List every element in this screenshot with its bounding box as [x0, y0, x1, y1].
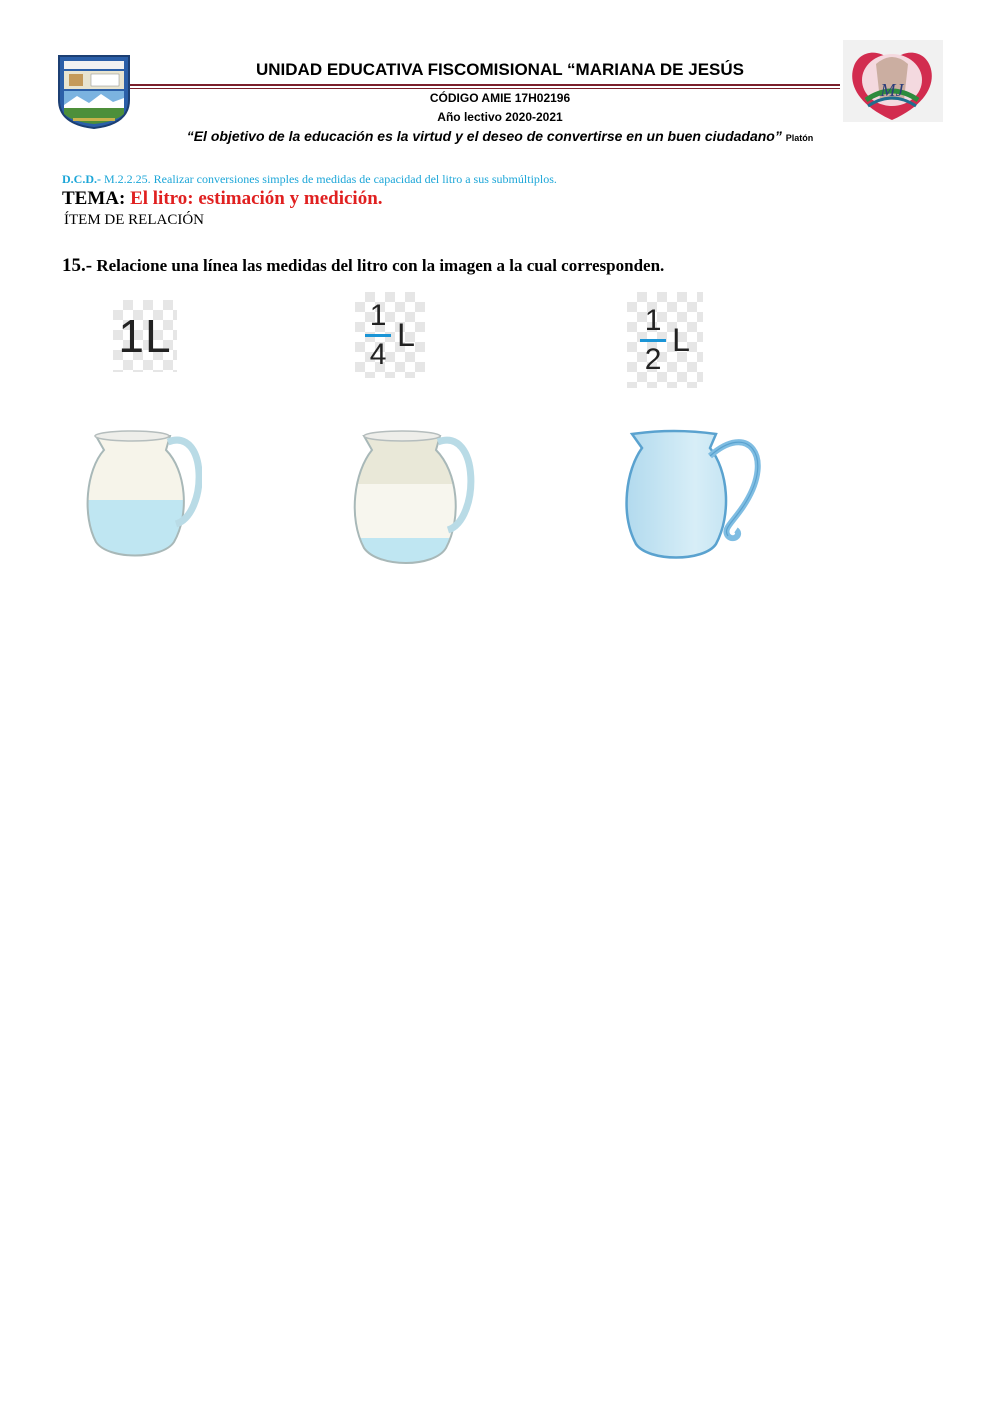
- water-fill: [624, 426, 766, 564]
- fraction-denominator: 4: [369, 337, 387, 371]
- fraction-half: [640, 303, 666, 376]
- tema-value: El litro: estimación y medición.: [130, 188, 383, 209]
- measure-card-quarter-liter[interactable]: [355, 292, 425, 378]
- header-quote: [130, 128, 870, 144]
- dcd-line: [62, 172, 557, 187]
- school-name: UNIDAD EDUCATIVA FISCOMISIONAL “MARIANA DE JESÚS: [256, 60, 744, 79]
- question-prompt: [62, 255, 664, 277]
- tema-label: TEMA:: [62, 188, 126, 209]
- question-text: Relacione una línea las medidas del litro con la imagen a la cual corresponden.: [96, 256, 665, 275]
- dcd-label: D.C.D.-: [62, 172, 101, 186]
- header-rule: [130, 84, 840, 86]
- pitcher-half-full[interactable]: [82, 424, 202, 564]
- liter-unit: L: [397, 316, 415, 353]
- quote-author: Platón: [785, 133, 814, 143]
- measure-card-one-liter[interactable]: [113, 300, 177, 372]
- fraction-quarter: [365, 298, 391, 371]
- question-number: 15.-: [62, 255, 93, 276]
- measure-one-liter-label: 1L: [118, 310, 172, 362]
- fraction-denominator: 2: [644, 342, 662, 376]
- fraction-bar: [640, 339, 666, 342]
- fraction-numerator: 1: [644, 303, 662, 337]
- school-year: Año lectivo 2020-2021: [437, 110, 563, 124]
- svg-text:MJ: MJ: [880, 80, 904, 100]
- fraction-bar: [365, 334, 391, 337]
- liter-unit: L: [672, 321, 690, 358]
- pitcher-quarter-full[interactable]: [350, 424, 480, 572]
- mariana-de-jesus-logo: [846, 42, 938, 122]
- dcd-text: M.2.2.25. Realizar conversiones simples de medidas de capacidad del litro a sus submúltiplos.: [104, 172, 557, 186]
- fraction-numerator: 1: [369, 298, 387, 332]
- pitcher-full[interactable]: [624, 426, 766, 564]
- amie-code: CÓDIGO AMIE 17H02196: [429, 91, 571, 105]
- tema-line: [62, 188, 383, 210]
- header-rule-thin: [130, 88, 840, 89]
- water-fill: [350, 538, 480, 572]
- quote-text: “El objetivo de la educación es la virtud y el deseo de convertirse en un buen ciudadano”: [186, 128, 782, 144]
- item-type: ÍTEM DE RELACIÓN: [64, 212, 204, 228]
- school-crest-logo: [55, 52, 133, 130]
- measure-card-half-liter[interactable]: [627, 292, 703, 388]
